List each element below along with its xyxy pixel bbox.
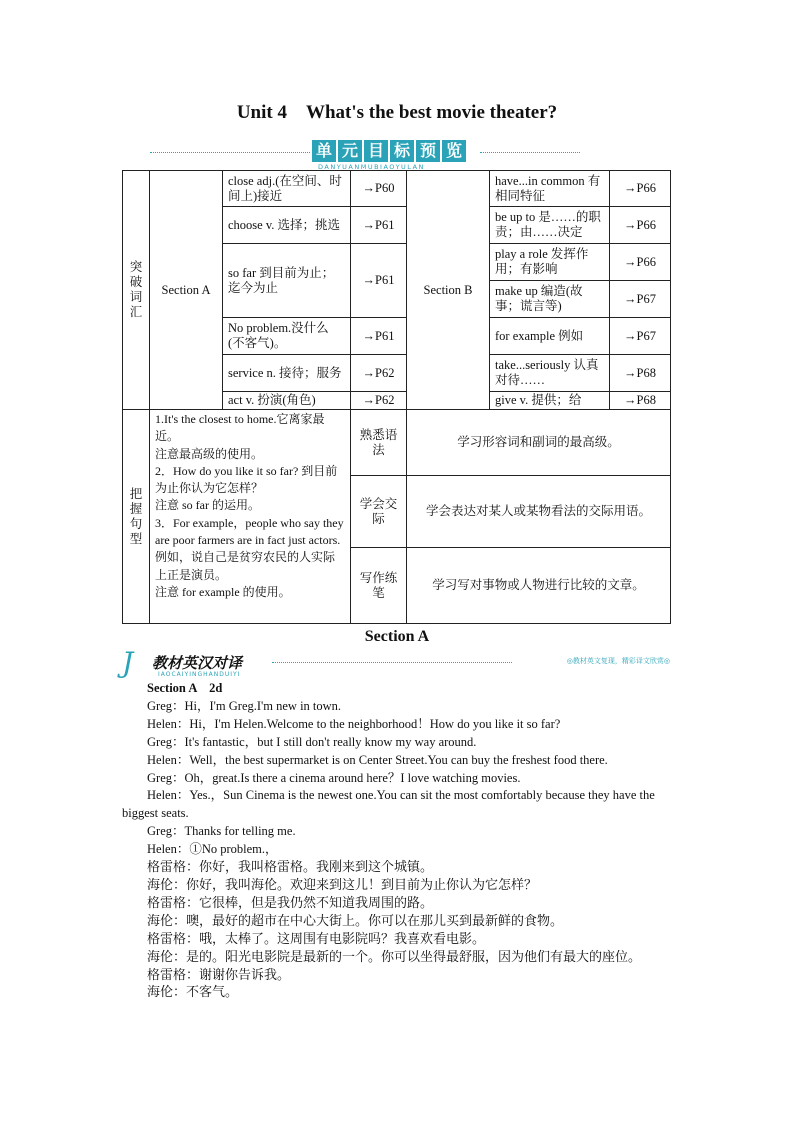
dialog-line-zh: 格雷格：它很棒，但是我仍然不知道我周围的路。 xyxy=(147,895,434,911)
page-title: Unit 4 What's the best movie theater? xyxy=(236,102,558,123)
dialog-line-en: Helen：Well，the best supermarket is on Center Street.You can buy the freshest food there. xyxy=(147,752,608,767)
dialog-line-zh: 海伦：不客气。 xyxy=(147,985,239,1001)
vocab-term: have...in common 有相同特征 xyxy=(490,171,610,207)
vocab-term: close adj.(在空间、时间上)接近 xyxy=(223,171,351,207)
dialog-line-en: Greg：Thanks for telling me. xyxy=(147,824,296,839)
textbook-translation-tag xyxy=(122,646,670,680)
vocab-page: →P61 xyxy=(351,318,407,355)
banner-rule-right xyxy=(480,152,580,153)
tag-j-glyph: J xyxy=(122,646,134,679)
vocab-term: give v. 提供；给 xyxy=(490,392,610,410)
vocab-page: →P68 xyxy=(610,355,671,392)
goal-desc: 学习形容词和副词的最高级。 xyxy=(407,410,671,476)
dialog-line-en: Greg：Oh，great.Is there a cinema around here？I love watching movies. xyxy=(147,770,521,785)
vocab-page: →P67 xyxy=(610,318,671,355)
banner-char: 预 xyxy=(416,140,440,162)
banner-rule-left xyxy=(150,152,310,153)
sentence-line: 例如，说自己是贫穷农民的人实际上正是演员。 xyxy=(155,550,336,582)
dialog-line-en: Helen：Yes.，Sun Cinema is the newest one.You can sit the most comfortably because they have the biggest seats. xyxy=(122,788,655,821)
goal-label: 写作练笔 xyxy=(351,548,407,624)
vocab-term: choose v. 选择；挑选 xyxy=(223,207,351,244)
dialog-line-zh: 格雷格：哦，太棒了。这周围有电影院吗？我喜欢看电影。 xyxy=(147,931,486,947)
banner-char: 览 xyxy=(442,140,466,162)
banner-char: 元 xyxy=(338,140,362,162)
dialog-line-en: Greg：It's fantastic，but I still don't really know my way around. xyxy=(147,734,477,749)
sentence-line: 2．How do you like it so far? 到目前为止你认为它怎样？ xyxy=(155,463,338,496)
vocab-term: act v. 扮演(角色) xyxy=(223,392,351,410)
section-b-label: Section B xyxy=(407,171,490,410)
sentence-line: 注意 for example 的使用。 xyxy=(155,584,291,599)
banner-char: 目 xyxy=(364,140,388,162)
sentence-line: 注意 so far 的运用。 xyxy=(155,498,260,513)
dialog-line-zh: 海伦：噢，最好的超市在中心大街上。你可以在那儿买到最新鲜的食物。 xyxy=(147,913,564,929)
vocab-term: No problem.没什么(不客气)。 xyxy=(223,318,351,355)
vocab-page: →P67 xyxy=(610,281,671,318)
tag-right-note: ◎教材英文复现，精彩译文欣赏◎ xyxy=(566,657,670,665)
vocab-term: service n. 接待；服务 xyxy=(223,355,351,392)
vocab-term: play a role 发挥作用；有影响 xyxy=(490,244,610,281)
dialog-line-zh: 海伦：是的。阳光电影院是最新的一个。你可以坐得最舒服，因为他们有最大的座位。 xyxy=(147,949,642,965)
vocab-page: →P68 xyxy=(610,392,671,410)
banner-pinyin: DANYUANMUBIAOYULAN xyxy=(318,163,425,171)
vocab-page: →P62 xyxy=(351,392,407,410)
vocab-page: →P61 xyxy=(351,244,407,318)
unit-banner xyxy=(150,138,580,174)
sentence-line: 注意最高级的使用。 xyxy=(155,446,264,461)
unit-overview-table xyxy=(122,170,671,624)
dialog-line-zh: 海伦：你好，我叫海伦。欢迎来到这儿！到目前为止你认为它怎样？ xyxy=(147,877,538,893)
sentence-patterns xyxy=(150,410,351,624)
vocab-page: →P60 xyxy=(351,171,407,207)
dialog-line-zh: 格雷格：谢谢你告诉我。 xyxy=(147,967,291,983)
goal-desc: 学会表达对某人或某物看法的交际用语。 xyxy=(407,476,671,548)
vocab-page: →P66 xyxy=(610,207,671,244)
sentence-line: 1.It's the closest to home.它离家最近。 xyxy=(155,412,325,444)
banner-char: 单 xyxy=(312,140,336,162)
vocab-page: →P66 xyxy=(610,171,671,207)
dialog-line-en: Helen：①No problem.， xyxy=(147,842,278,857)
vocab-page: →P66 xyxy=(610,244,671,281)
section-heading: Section A xyxy=(364,628,430,645)
dialog-line-en: Greg：Hi，I'm Greg.I'm new in town. xyxy=(147,698,342,713)
vocab-page: →P62 xyxy=(351,355,407,392)
vocab-label: 突破词汇 xyxy=(123,171,150,410)
dialog-text xyxy=(122,680,670,1002)
dialog-line-en: Helen：Hi，I'm Helen.Welcome to the neighborhood！How do you like it so far? xyxy=(147,716,561,731)
tag-rule xyxy=(272,662,512,663)
goal-desc: 学习写对事物或人物进行比较的文章。 xyxy=(407,548,671,624)
dialog-line-zh: 格雷格：你好，我叫格雷格。我刚来到这个城镇。 xyxy=(147,860,434,876)
vocab-term: be up to 是……的职责；由……决定 xyxy=(490,207,610,244)
sentence-line: 3．For example，people who say they are poor farmers are in fact just actors. xyxy=(155,515,344,548)
vocab-page: →P61 xyxy=(351,207,407,244)
goal-label: 学会交际 xyxy=(351,476,407,548)
banner-chars xyxy=(312,140,466,162)
tag-pinyin: IAOCAIYINGHANDUIYI xyxy=(158,671,241,678)
vocab-term: make up 编造(故事；谎言等) xyxy=(490,281,610,318)
vocab-term: so far 到目前为止；迄今为止 xyxy=(223,244,351,318)
section-a-label: Section A xyxy=(150,171,223,410)
banner-char: 标 xyxy=(390,140,414,162)
vocab-term: for example 例如 xyxy=(490,318,610,355)
tag-text: 教材英汉对译 xyxy=(152,654,243,672)
vocab-term: take...seriously 认真对待…… xyxy=(490,355,610,392)
goal-label: 熟悉语法 xyxy=(351,410,407,476)
sentence-label: 把握句型 xyxy=(123,410,150,624)
dialog-subheading: Section A 2d xyxy=(147,681,223,695)
